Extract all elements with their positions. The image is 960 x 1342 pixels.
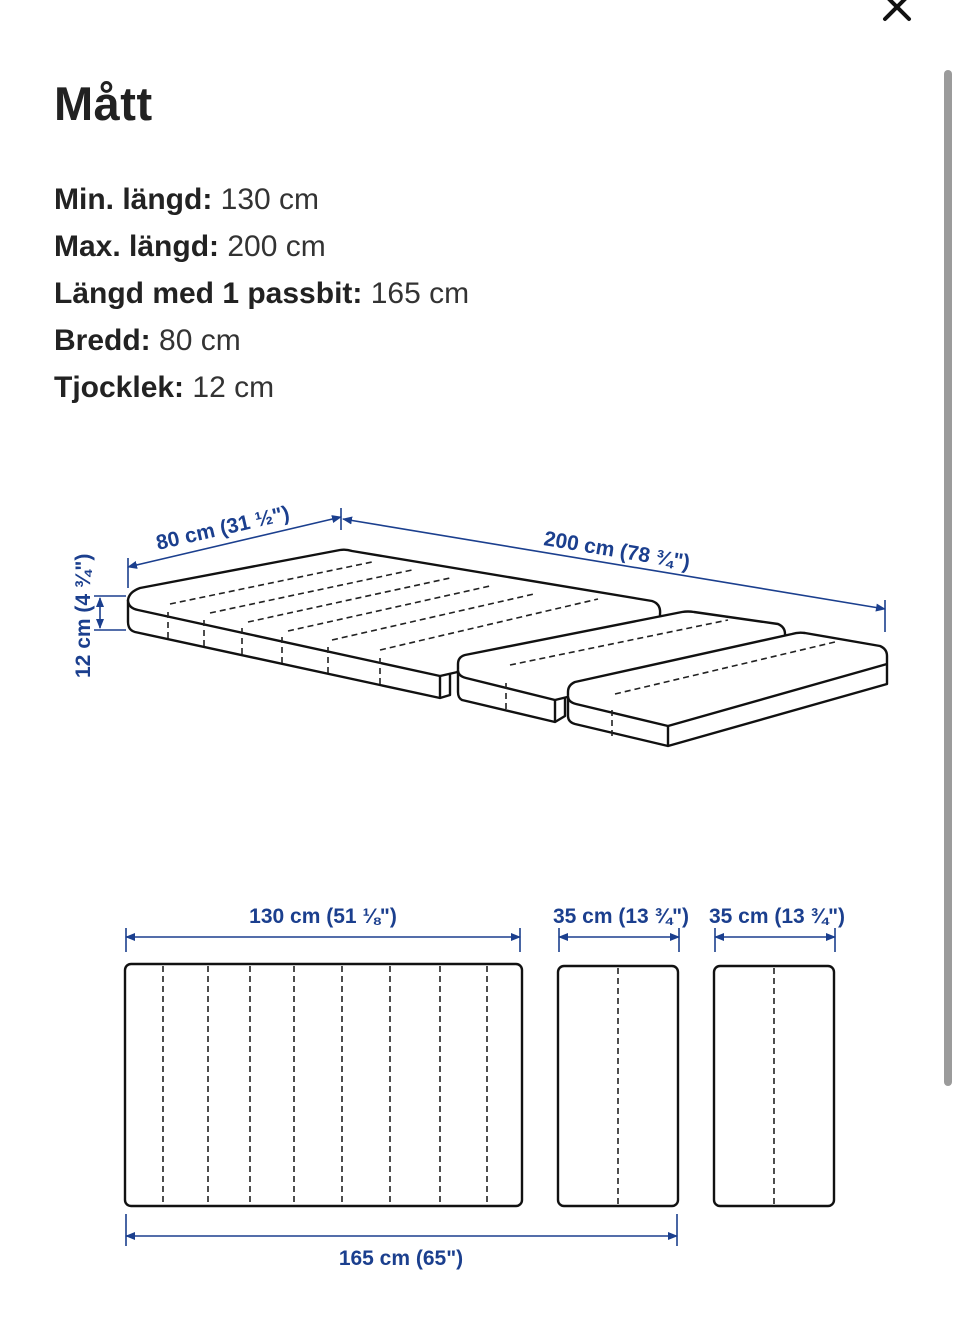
spec-label: Max. längd: — [54, 230, 220, 263]
page-title: Mått — [54, 77, 153, 130]
spec-label: Min. längd: — [54, 183, 213, 216]
top-main-mattress — [125, 964, 522, 1206]
piece1-length-label: 35 cm (13 ¾") — [552, 905, 690, 928]
total-length-label: 165 cm (65") — [338, 1247, 464, 1270]
piece1-length-dimension — [553, 905, 689, 952]
piece2-length-dimension — [709, 905, 845, 952]
iso-width-label: 80 cm (31 ½") — [153, 501, 292, 555]
spec-value: 165 cm — [370, 277, 470, 310]
spec-label: Längd med 1 passbit: — [54, 277, 363, 310]
piece2-length-label: 35 cm (13 ¾") — [708, 905, 846, 928]
spec-value: 130 cm — [220, 183, 320, 216]
top-extension-piece-2 — [714, 966, 834, 1206]
spec-label: Tjocklek: — [54, 371, 185, 404]
spec-value: 80 cm — [159, 324, 241, 357]
iso-thickness-label: 12 cm (4 ¾") — [72, 553, 95, 678]
spec-value: 200 cm — [227, 230, 326, 263]
top-extension-piece-1 — [558, 966, 678, 1206]
main-length-dimension — [126, 905, 520, 952]
main-length-label: 130 cm (51 ⅛") — [249, 905, 397, 928]
spec-value: 12 cm — [192, 371, 275, 404]
spec-label: Bredd: — [54, 324, 151, 357]
iso-length-label: 200 cm (78 ¾") — [542, 527, 692, 575]
total-length-dimension — [126, 1214, 677, 1270]
